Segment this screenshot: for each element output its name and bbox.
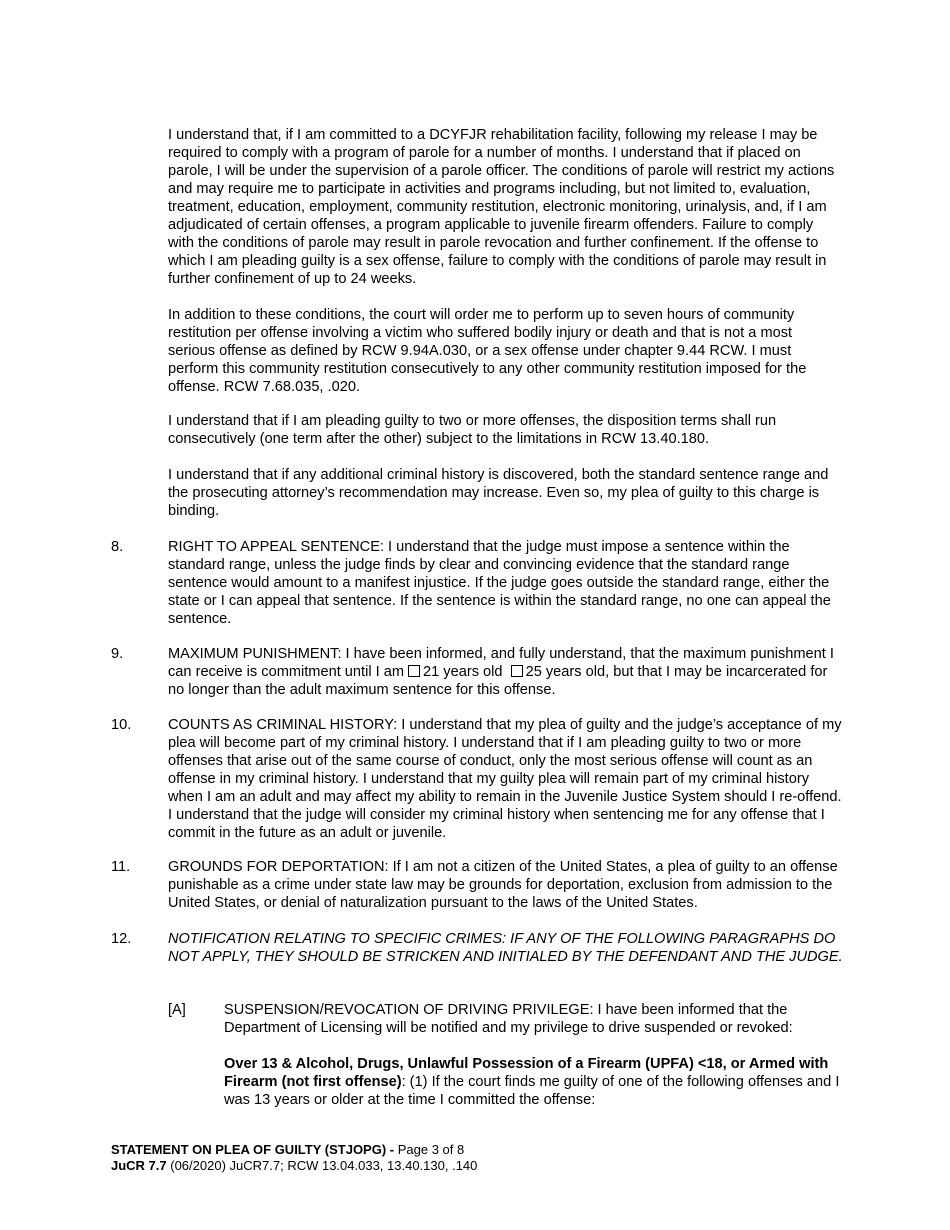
driving-privilege-paragraph: SUSPENSION/REVOCATION OF DRIVING PRIVILEGE: I have been informed that the Department of Licensing will be notified and my privilege to drive suspended or revoked: xyxy=(224,1002,793,1036)
parole-paragraph: I understand that, if I am committed to a DCYFJR rehabilitation facility, following my release I may be required to comply with a program of parole for a number of months. I understand that if placed on parole, I will be under the supervision of a parole officer. The conditions of parole will restrict my actions and may require me to participate in activities and programs including, but not limited to, evaluation, treatment, education, employment, community restitution, electronic monitoring, urinalysis, and, if I am adjudicated of certain offenses, a program applicable to juvenile firearm offenders. Failure to comply with the conditions of parole may result in parole revocation and further confinement. If the offense to which I am pleading guilty is a sex offense, failure to comply with the conditions of parole may result in further confinement of up to 24 weeks. xyxy=(168,127,835,287)
consecutive-terms-paragraph: I understand that if I am pleading guilty to two or more offenses, the disposition terms shall run consecutively (one term after the other) subject to the limitations in RCW 13.40.180. xyxy=(168,413,777,447)
criminal-history-discovery-paragraph: I understand that if any additional criminal history is discovered, both the standard sentence range and the prosecuting attorney’s recommendation may increase. Even so, my plea of guilty to this charge is binding. xyxy=(168,467,829,519)
option-25-years-label: 25 years old, but that I may be incarcerated for no longer than the adult maximum sentence for this offense. xyxy=(168,664,828,698)
item-number-9: 9. xyxy=(111,646,124,662)
footer-line-2 xyxy=(111,1158,477,1174)
notification-specific-crimes-paragraph: NOTIFICATION RELATING TO SPECIFIC CRIMES: IF ANY OF THE FOLLOWING PARAGRAPHS DO NOT APPLY, THEY SHOULD BE STRICKEN AND INITIALED BY THE DEFENDANT AND THE JUDGE. xyxy=(168,931,843,965)
maximum-punishment-text: MAXIMUM PUNISHMENT: I have been informed, and fully understand, that the maximum punishment I can receive is commitment until I am xyxy=(168,646,834,680)
footer-page-number: Page 3 of 8 xyxy=(394,1142,465,1157)
grounds-for-deportation-paragraph: GROUNDS FOR DEPORTATION: If I am not a citizen of the United States, a plea of guilty to an offense punishable as a crime under state law may be grounds for deportation, exclusion from admission to the United States, or denial of naturalization pursuant to the laws of the United States. xyxy=(168,859,838,911)
subsection-a-label: [A] xyxy=(168,1002,186,1018)
item-number-8: 8. xyxy=(111,539,124,555)
page-footer xyxy=(111,1142,477,1174)
item-number-12: 12. xyxy=(111,931,132,947)
checkbox-21-years[interactable] xyxy=(408,665,420,677)
option-21-years-label: 21 years old xyxy=(423,664,503,680)
over-13-continuation: : (1) If the court finds me guilty of one of the following offenses and I was 13 years or older at the time I committed the offense: xyxy=(224,1074,840,1108)
over-13-paragraph xyxy=(224,1055,844,1109)
maximum-punishment-paragraph xyxy=(168,645,843,699)
over-13-heading: Over 13 & Alcohol, Drugs, Unlawful Possession of a Firearm (UPFA) <18, or Armed with Firearm (not first offense) xyxy=(224,1056,829,1090)
restitution-paragraph: In addition to these conditions, the court will order me to perform up to seven hours of community restitution per offense involving a victim who suffered bodily injury or death and that is not a most serious offense as defined by RCW 9.94A.030, or a sex offense under chapter 9.44 RCW. I must perform this community restitution consecutively to any other community restitution imposed for the offense. RCW 7.68.035, .020. xyxy=(168,307,807,395)
right-to-appeal-paragraph: RIGHT TO APPEAL SENTENCE: I understand that the judge must impose a sentence within the standard range, unless the judge finds by clear and convincing evidence that the standard range sentence would amount to a manifest injustice. If the judge goes outside the standard range, either the state or I can appeal that sentence. If the sentence is within the standard range, no one can appeal the sentence. xyxy=(168,539,831,627)
item-number-11: 11. xyxy=(111,859,131,875)
footer-rule-id: JuCR 7.7 xyxy=(111,1158,167,1173)
footer-citation: (06/2020) JuCR7.7; RCW 13.04.033, 13.40.130, .140 xyxy=(166,1158,478,1173)
footer-form-title: STATEMENT ON PLEA OF GUILTY (STJOPG) - xyxy=(111,1142,395,1157)
item-number-10: 10. xyxy=(111,717,132,733)
checkbox-25-years[interactable] xyxy=(511,665,523,677)
footer-line-1 xyxy=(111,1142,477,1158)
counts-as-criminal-history-paragraph: COUNTS AS CRIMINAL HISTORY: I understand that my plea of guilty and the judge’s acceptance of my plea will become part of my criminal history. I understand that if I am pleading guilty to two or more offenses that arise out of the same course of conduct, only the most serious offense will count as an offense in my criminal history. I understand that my guilty plea will remain part of my criminal history when I am an adult and may affect my ability to remain in the Juvenile Justice System should I re-offend. I understand that the judge will consider my criminal history when sentencing me for any offense that I commit in the future as an adult or juvenile. xyxy=(168,717,842,841)
